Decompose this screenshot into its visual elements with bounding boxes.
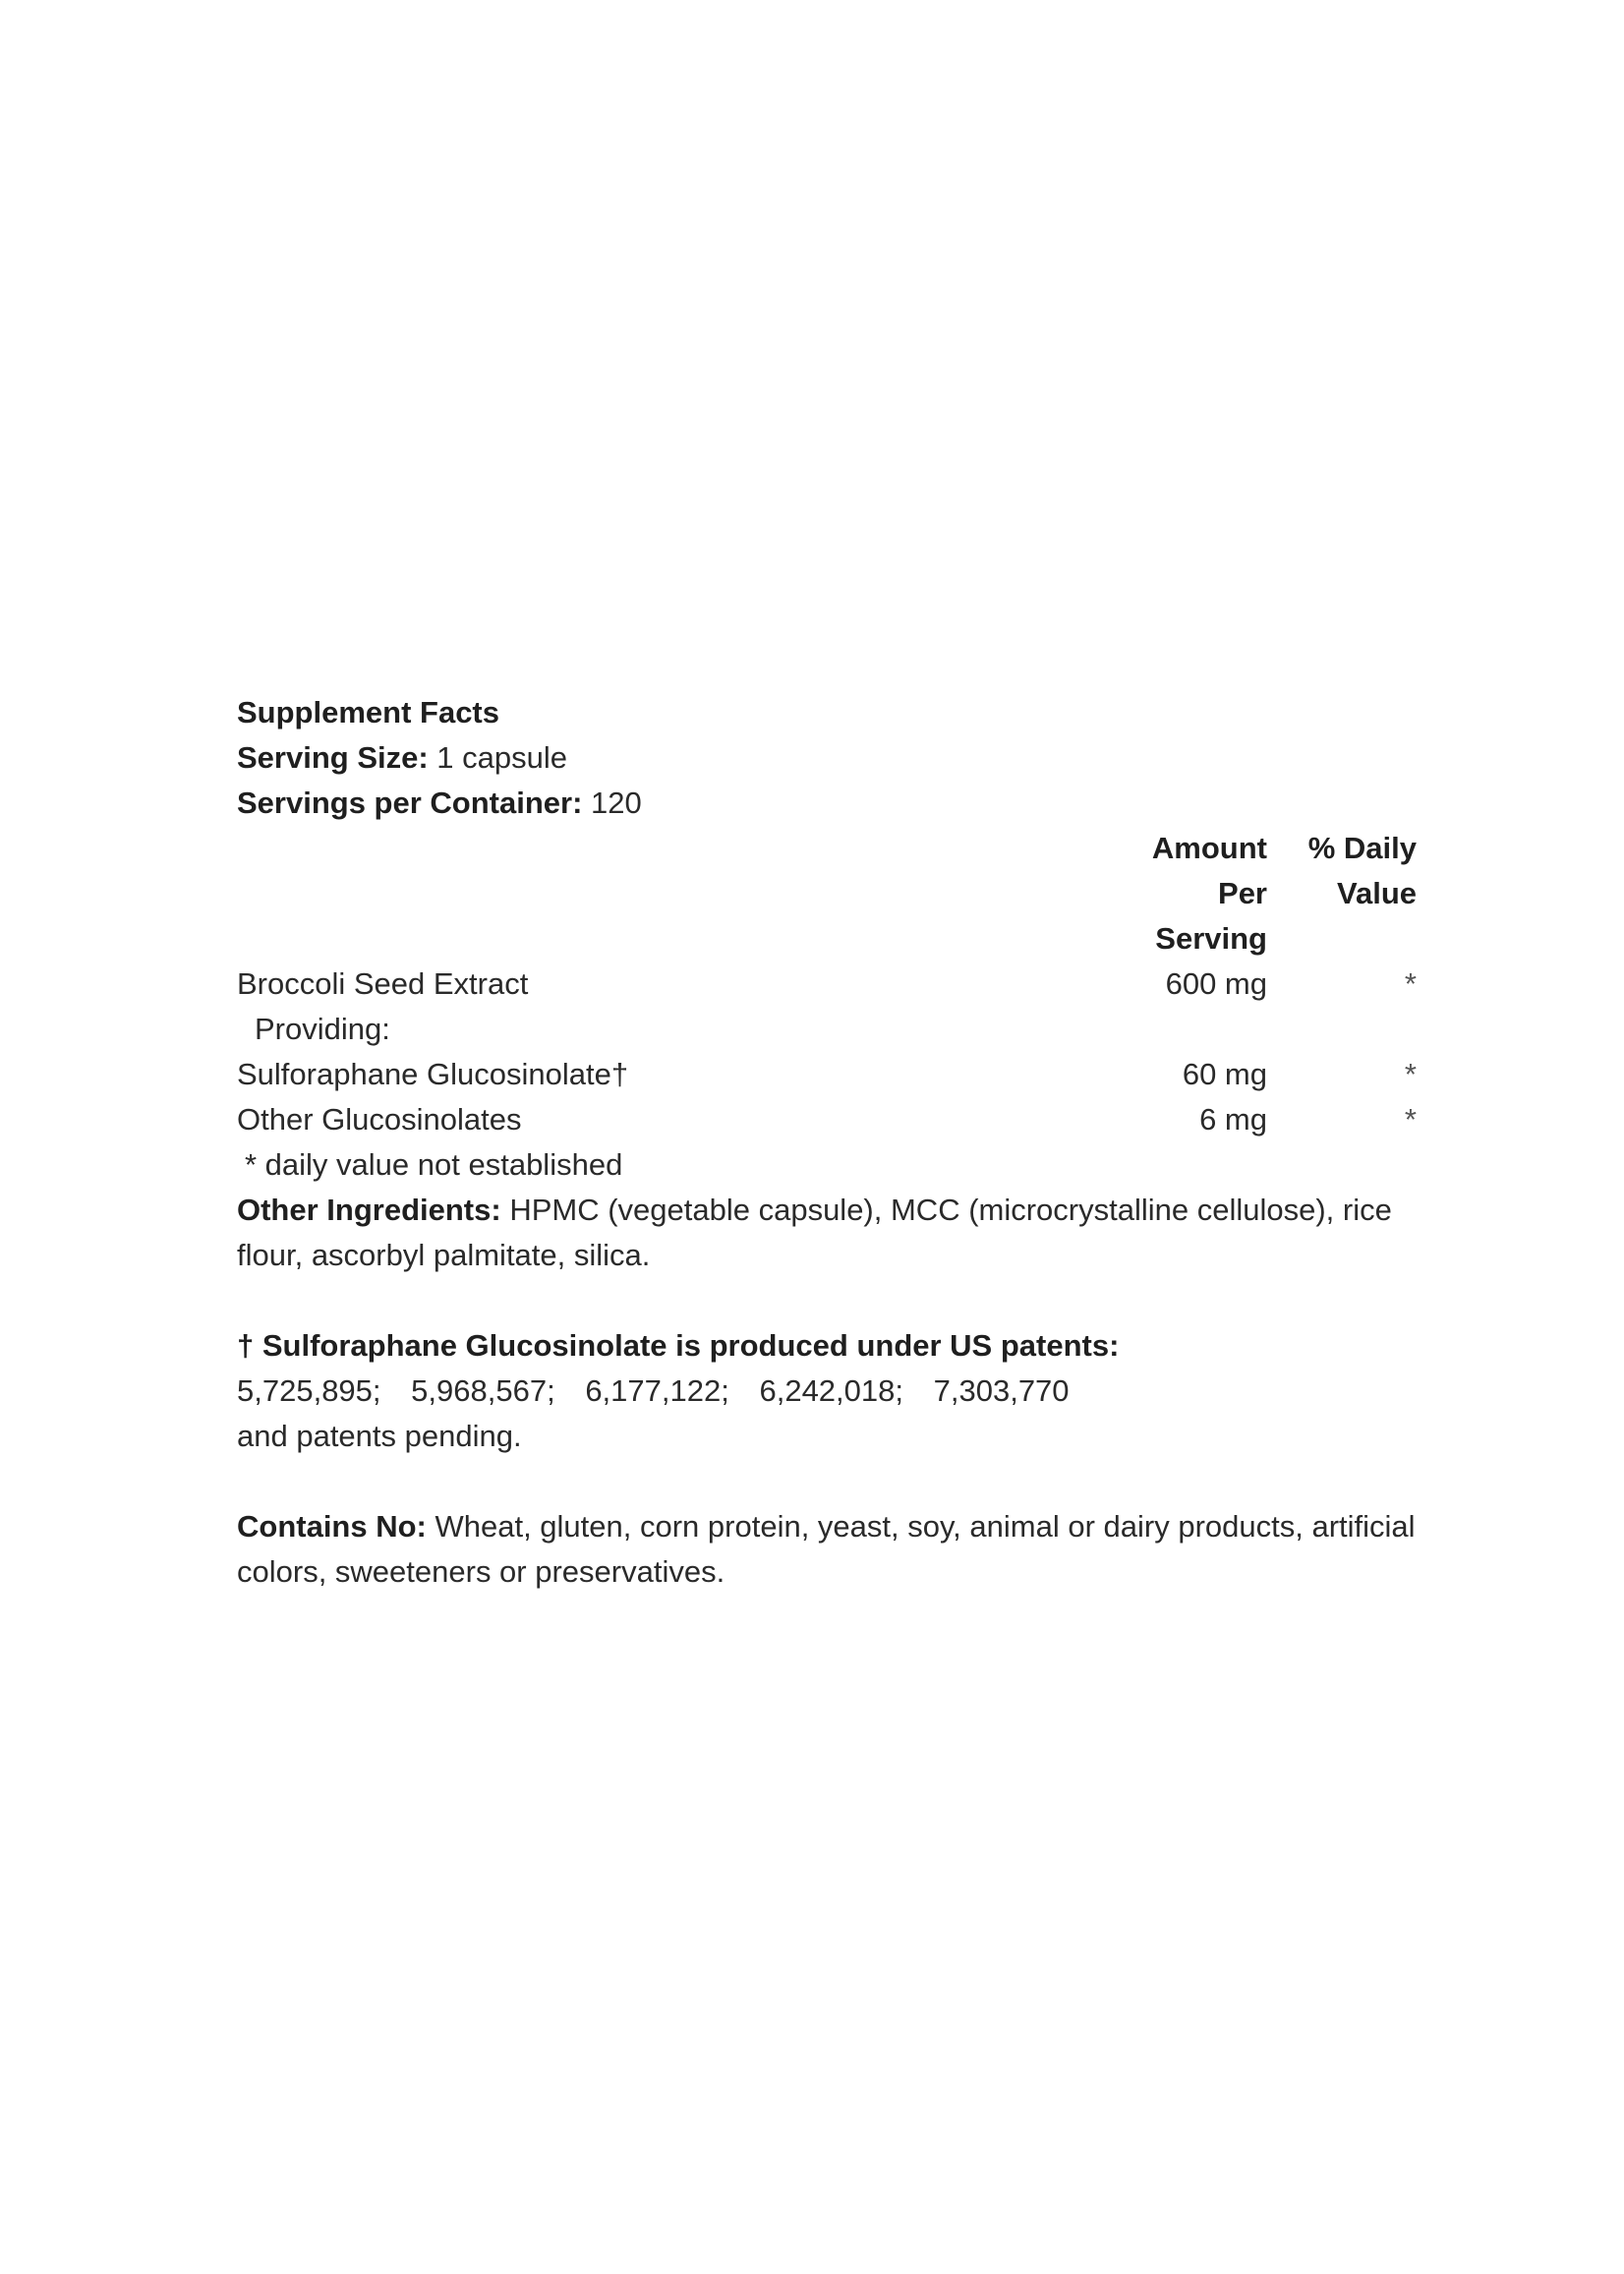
row-name: Broccoli Seed Extract bbox=[237, 966, 529, 1001]
header-amount-cell bbox=[1122, 826, 1267, 962]
dv-header-line: % Daily bbox=[1307, 831, 1417, 865]
patents-heading: † Sulforaphane Glucosinolate is produced under US patents: bbox=[237, 1328, 1120, 1363]
row-dv: * bbox=[1404, 1102, 1417, 1137]
other-ingredients-line2: flour, ascorbyl palmitate, silica. bbox=[237, 1238, 651, 1272]
serving-size-value: 1 capsule bbox=[428, 740, 568, 775]
patents-pending: and patents pending. bbox=[237, 1419, 522, 1453]
row-amount: 6 mg bbox=[1199, 1102, 1267, 1137]
table-row bbox=[237, 1097, 1417, 1142]
contains-no-line2: colors, sweeteners or preservatives. bbox=[237, 1554, 725, 1589]
row-dv: * bbox=[1404, 1057, 1417, 1091]
other-ingredients bbox=[237, 1188, 1417, 1233]
table-row bbox=[237, 962, 1417, 1007]
row-amount: 600 mg bbox=[1165, 966, 1267, 1001]
daily-value-footnote: * daily value not established bbox=[245, 1147, 623, 1182]
contains-no-text: Wheat, gluten, corn protein, yeast, soy, animal or dairy products, artificial bbox=[426, 1509, 1416, 1544]
spacer bbox=[237, 1278, 1417, 1323]
spacer bbox=[237, 1459, 1417, 1504]
contains-no bbox=[237, 1504, 1417, 1549]
contains-no-label: Contains No: bbox=[237, 1509, 427, 1544]
table-header-row bbox=[237, 826, 1417, 962]
servings-label: Servings per Container: bbox=[237, 786, 583, 820]
row-dv bbox=[1267, 1007, 1417, 1052]
servings-value: 120 bbox=[582, 786, 642, 820]
patent-numbers bbox=[237, 1369, 1417, 1414]
row-dv: * bbox=[1404, 966, 1417, 1001]
supplement-facts-panel bbox=[237, 690, 1417, 1595]
table-row bbox=[237, 1052, 1417, 1097]
other-ingredients-text: HPMC (vegetable capsule), MCC (microcrystalline cellulose), rice bbox=[500, 1193, 1392, 1227]
serving-size-label: Serving Size: bbox=[237, 740, 429, 775]
servings-per-container bbox=[237, 781, 1417, 826]
amount-header-line: Amount bbox=[1151, 831, 1267, 865]
patent-number: 7,303,770 bbox=[933, 1373, 1070, 1408]
patent-number: 6,242,018; bbox=[759, 1373, 903, 1408]
row-name: Sulforaphane Glucosinolate† bbox=[237, 1057, 629, 1091]
header-dv-cell bbox=[1267, 826, 1417, 962]
dv-header-line: Value bbox=[1337, 876, 1417, 910]
patent-number: 5,725,895; bbox=[237, 1373, 381, 1408]
other-ingredients-label: Other Ingredients: bbox=[237, 1193, 501, 1227]
facts-title: Supplement Facts bbox=[237, 695, 499, 729]
row-name: Other Glucosinolates bbox=[237, 1102, 522, 1137]
header-name-cell bbox=[237, 826, 1122, 962]
row-amount: 60 mg bbox=[1182, 1057, 1267, 1091]
patent-number: 6,177,122; bbox=[585, 1373, 729, 1408]
patent-number: 5,968,567; bbox=[411, 1373, 555, 1408]
serving-size bbox=[237, 735, 1417, 781]
amount-header-line: Per bbox=[1218, 876, 1267, 910]
row-amount bbox=[1122, 1007, 1267, 1052]
row-name: Providing: bbox=[255, 1012, 390, 1046]
table-row bbox=[237, 1007, 1417, 1052]
amount-header-line: Serving bbox=[1155, 921, 1267, 956]
facts-table bbox=[237, 826, 1417, 1142]
